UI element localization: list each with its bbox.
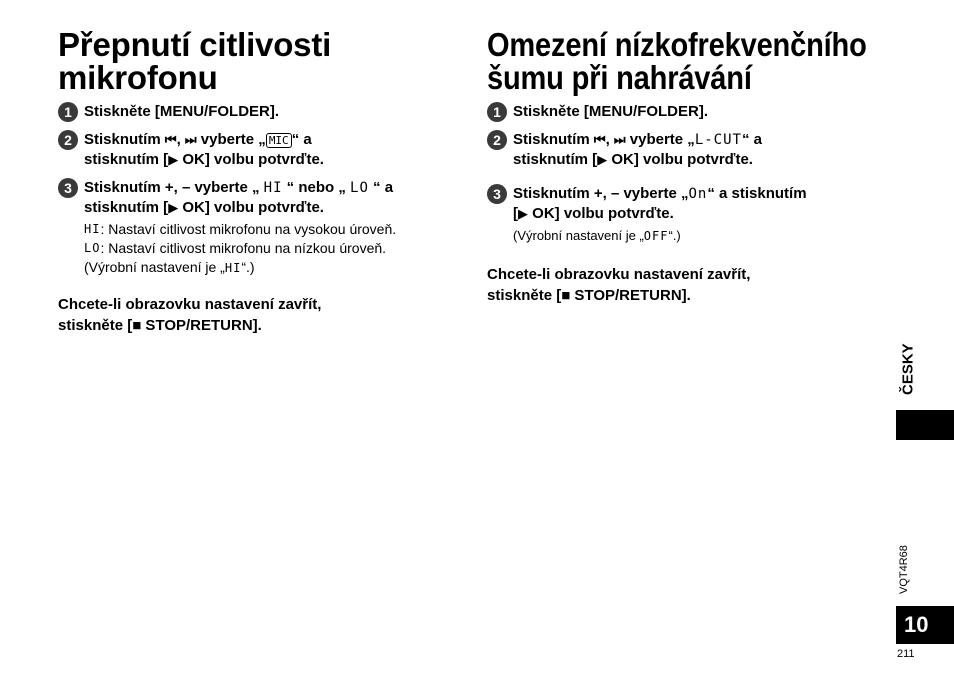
section-title-low-cut: Omezení nízkofrekvenčního šumu při nahrávání [487,26,867,96]
step-3: 3 Stisknutím +, – vyberte „On“ a stisknutím [▶ OK] volbu potvrďte. [487,184,887,224]
step-1: 1 Stiskněte [MENU/FOLDER]. [487,102,887,122]
play-icon: ▶ [168,152,179,167]
lcd-hi-text: HI [84,222,101,236]
step-1: 1 Stiskněte [MENU/FOLDER]. [58,102,468,122]
default-setting-note: (Výrobní nastavení je „HI“.) [84,259,255,275]
step-number-badge: 2 [487,130,507,150]
play-icon: ▶ [168,200,179,215]
note-hi: HI : Nastaví citlivost mikrofonu na vysokou úroveň. [84,221,397,237]
step-number-badge: 3 [58,178,78,198]
step-3: 3 Stisknutím +, – vyberte „ HI “ nebo „ LO “ a stisknutím [▶ OK] volbu potvrďte. [58,178,468,218]
default-setting-note: (Výrobní nastavení je „OFF“.) [513,228,681,243]
mic-lcd-icon: MIC [266,133,292,148]
model-code: VQT4R68 [898,545,910,595]
closing-instruction: Chcete-li obrazovku nastavení zavřít, stiskněte [■ STOP/RETURN]. [487,266,751,304]
step-number-badge: 1 [487,102,507,122]
step-number-badge: 3 [487,184,507,204]
lcd-lo-text: LO [350,180,369,196]
left-column [58,28,468,336]
play-icon: ▶ [518,206,528,221]
notes [58,220,468,278]
step-number-badge: 1 [58,102,78,122]
stop-icon: ■ [132,317,142,334]
lcd-lo-text: LO [84,241,101,255]
note-lo: LO : Nastaví citlivost mikrofonu na nízkou úroveň. [84,240,387,256]
sub-page-number: 211 [897,648,915,660]
language-tab-marker [896,410,954,440]
skip-back-icon: ⏮ [593,132,606,147]
lcd-on-text: On [688,186,708,202]
closing-instruction: Chcete-li obrazovku nastavení zavřít, stiskněte [■ STOP/RETURN]. [58,296,322,334]
play-icon: ▶ [597,152,608,167]
lcd-lcut-text: L-CUT [694,132,742,148]
language-tab-label: ČESKY [899,343,917,395]
right-column [487,28,887,306]
step-number-badge: 2 [58,130,78,150]
skip-forward-icon: ⏭ [613,132,626,147]
skip-forward-icon: ⏭ [184,132,197,147]
page-number: 10 [896,606,954,644]
lcd-hi-text: HI [263,180,283,196]
step-2: 2 Stisknutím ⏮, ⏭ vyberte „ MIC “ a stisknutím [▶ OK] volbu potvrďte. [58,130,468,170]
skip-back-icon: ⏮ [164,132,177,147]
section-title-mic-sensitivity: Přepnutí citlivosti mikrofonu [58,26,332,96]
step-2: 2 Stisknutím ⏮, ⏭ vyberte „L-CUT“ a stisknutím [▶ OK] volbu potvrďte. [487,130,887,170]
stop-icon: ■ [561,287,571,304]
